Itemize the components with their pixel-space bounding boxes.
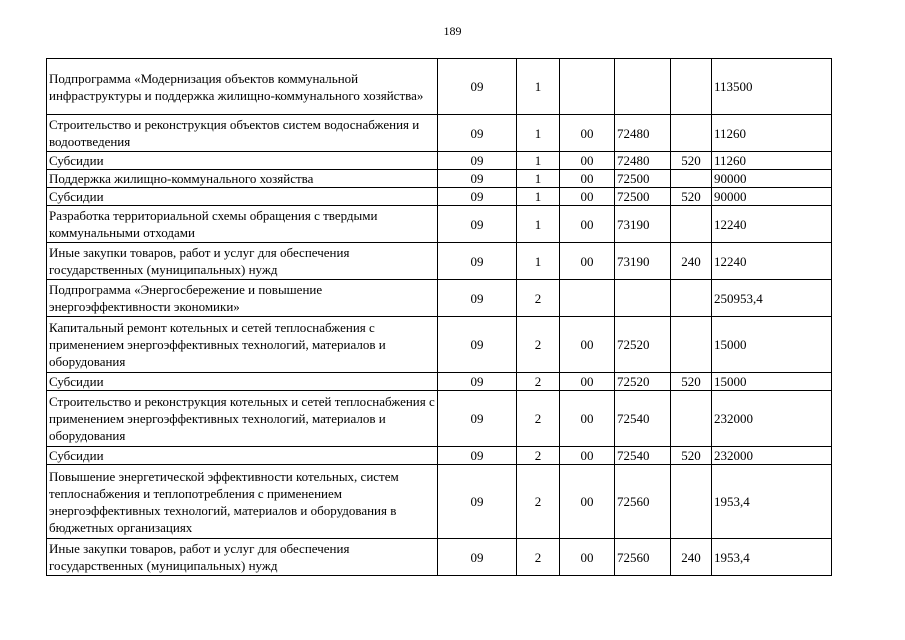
amount-cell: 250953,4 [712,280,832,317]
podrazdel-cell: 1 [517,59,560,115]
table-row [47,243,832,280]
podrazdel-cell: 2 [517,539,560,576]
code-cell: 72540 [615,447,671,465]
table-row [47,59,832,115]
page-number: 189 [443,24,462,38]
code-cell: 72500 [615,188,671,206]
code-cell: 72560 [615,539,671,576]
razdel-cell: 09 [438,115,517,152]
item-name-cell: Поддержка жилищно-коммунального хозяйства [47,170,438,188]
amount-cell: 11260 [712,152,832,170]
podrazdel-cell: 1 [517,115,560,152]
group-cell [560,280,615,317]
podrazdel-cell: 2 [517,447,560,465]
group-cell: 00 [560,206,615,243]
code-cell [615,59,671,115]
vid-cell [671,391,712,447]
item-name-cell: Субсидии [47,447,438,465]
table-row [47,391,832,447]
amount-cell: 12240 [712,206,832,243]
item-name-cell: Подпрограмма «Модернизация объектов коммунальной инфраструктуры и поддержка жилищно-коммунального хозяйства» [47,59,438,115]
podrazdel-cell: 1 [517,206,560,243]
vid-cell [671,206,712,243]
code-cell: 72520 [615,317,671,373]
group-cell: 00 [560,465,615,539]
code-cell: 73190 [615,243,671,280]
code-cell [615,280,671,317]
vid-cell [671,170,712,188]
table-row [47,317,832,373]
item-name-cell: Строительство и реконструкция котельных и сетей теплоснабжения с применением энергоэффективных технологий, материалов и оборудования [47,391,438,447]
vid-cell [671,280,712,317]
amount-cell: 15000 [712,317,832,373]
table-row [47,539,832,576]
item-name-cell: Иные закупки товаров, работ и услуг для обеспечения государственных (муниципальных) нужд [47,243,438,280]
podrazdel-cell: 1 [517,188,560,206]
item-name-cell: Субсидии [47,373,438,391]
table-row [47,280,832,317]
code-cell: 72540 [615,391,671,447]
group-cell: 00 [560,188,615,206]
vid-cell: 520 [671,152,712,170]
razdel-cell: 09 [438,447,517,465]
group-cell: 00 [560,170,615,188]
amount-cell: 90000 [712,188,832,206]
table-row [47,447,832,465]
razdel-cell: 09 [438,59,517,115]
item-name-cell: Капитальный ремонт котельных и сетей теплоснабжения с применением энергоэффективных технологий, материалов и оборудования [47,317,438,373]
item-name-cell: Субсидии [47,152,438,170]
group-cell: 00 [560,243,615,280]
table-row [47,206,832,243]
group-cell: 00 [560,539,615,576]
podrazdel-cell: 1 [517,152,560,170]
vid-cell: 240 [671,539,712,576]
amount-cell: 1953,4 [712,465,832,539]
razdel-cell: 09 [438,188,517,206]
razdel-cell: 09 [438,391,517,447]
item-name-cell: Повышение энергетической эффективности котельных, систем теплоснабжения и теплопотребления с применением энергоэффективных технологий, материалов и оборудования в бюджетных организациях [47,465,438,539]
table-row [47,188,832,206]
code-cell: 72520 [615,373,671,391]
group-cell: 00 [560,373,615,391]
group-cell [560,59,615,115]
table-row [47,170,832,188]
podrazdel-cell: 1 [517,243,560,280]
item-name-cell: Субсидии [47,188,438,206]
table-row [47,465,832,539]
amount-cell: 90000 [712,170,832,188]
vid-cell [671,115,712,152]
podrazdel-cell: 2 [517,465,560,539]
razdel-cell: 09 [438,373,517,391]
amount-cell: 15000 [712,373,832,391]
amount-cell: 12240 [712,243,832,280]
item-name-cell: Иные закупки товаров, работ и услуг для обеспечения государственных (муниципальных) нужд [47,539,438,576]
group-cell: 00 [560,152,615,170]
code-cell: 72500 [615,170,671,188]
razdel-cell: 09 [438,170,517,188]
razdel-cell: 09 [438,539,517,576]
group-cell: 00 [560,317,615,373]
podrazdel-cell: 2 [517,373,560,391]
razdel-cell: 09 [438,206,517,243]
budget-table [46,58,832,576]
vid-cell: 520 [671,188,712,206]
vid-cell: 520 [671,447,712,465]
table-body [47,59,832,576]
code-cell: 72480 [615,115,671,152]
razdel-cell: 09 [438,152,517,170]
razdel-cell: 09 [438,317,517,373]
amount-cell: 1953,4 [712,539,832,576]
amount-cell: 232000 [712,391,832,447]
podrazdel-cell: 2 [517,280,560,317]
item-name-cell: Подпрограмма «Энергосбережение и повышение энергоэффективности экономики» [47,280,438,317]
razdel-cell: 09 [438,243,517,280]
vid-cell: 520 [671,373,712,391]
code-cell: 72480 [615,152,671,170]
podrazdel-cell: 2 [517,391,560,447]
code-cell: 73190 [615,206,671,243]
table-row [47,115,832,152]
podrazdel-cell: 2 [517,317,560,373]
vid-cell [671,465,712,539]
podrazdel-cell: 1 [517,170,560,188]
vid-cell [671,317,712,373]
table-row [47,152,832,170]
group-cell: 00 [560,115,615,152]
razdel-cell: 09 [438,280,517,317]
amount-cell: 113500 [712,59,832,115]
vid-cell: 240 [671,243,712,280]
amount-cell: 232000 [712,447,832,465]
group-cell: 00 [560,447,615,465]
table-row [47,373,832,391]
item-name-cell: Разработка территориальной схемы обращения с твердыми коммунальными отходами [47,206,438,243]
amount-cell: 11260 [712,115,832,152]
razdel-cell: 09 [438,465,517,539]
vid-cell [671,59,712,115]
item-name-cell: Строительство и реконструкция объектов систем водоснабжения и водоотведения [47,115,438,152]
code-cell: 72560 [615,465,671,539]
group-cell: 00 [560,391,615,447]
